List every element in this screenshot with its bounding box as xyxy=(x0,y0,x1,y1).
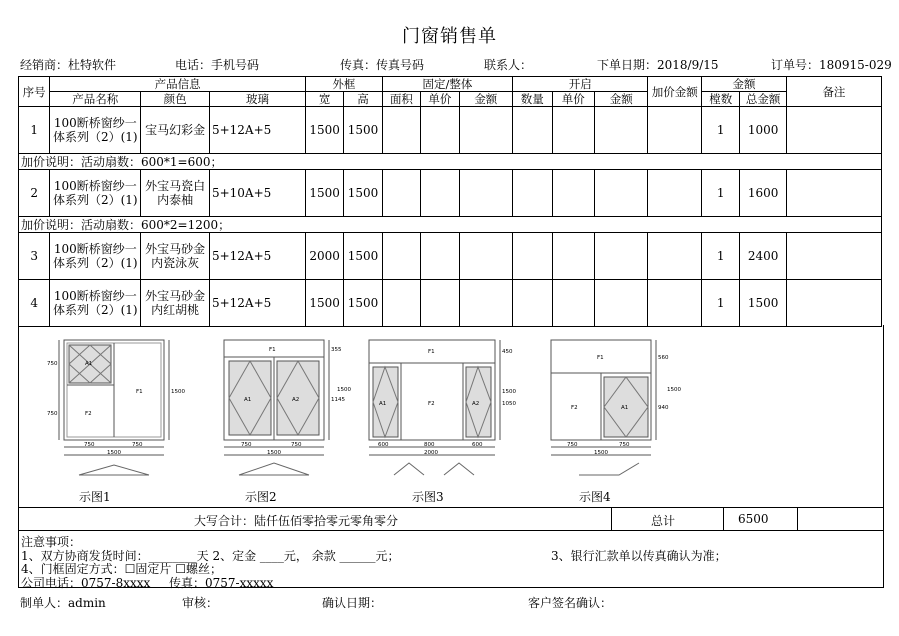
row-product-name: 100断桥窗纱一体系列（2）(1) xyxy=(50,233,141,280)
dim-label: 1050 xyxy=(502,401,516,407)
notes-line-2: 4、门框固定方式：☐固定片 ☐螺丝； xyxy=(21,562,222,576)
row-seq: 3 xyxy=(19,233,50,280)
dim-label: 1500 xyxy=(107,450,121,456)
dim-label: 750 xyxy=(567,442,578,448)
total-label: 总计 xyxy=(651,514,676,528)
dim-label: 1500 xyxy=(667,387,681,393)
row-count: 1 xyxy=(702,280,740,327)
col-open-unit-price: 单价 xyxy=(552,92,594,107)
notes-line-1b: 3、银行汇款单以传真确认为准； xyxy=(551,549,727,563)
col-width: 宽 xyxy=(305,92,343,107)
phone: 电话：手机号码 xyxy=(175,58,260,72)
row-product-name: 100断桥窗纱一体系列（2）(1) xyxy=(50,107,141,154)
reviewer: 审核： xyxy=(182,596,219,610)
row-total: 2400 xyxy=(740,233,786,280)
table-row xyxy=(19,233,882,280)
pane-label: A1 xyxy=(85,361,93,367)
pane-label: F2 xyxy=(428,401,435,407)
row-total: 1600 xyxy=(740,170,786,217)
col-quantity: 数量 xyxy=(513,92,552,107)
row-color: 外宝马砂金内瓷泳灰 xyxy=(141,233,210,280)
dim-label: 750 xyxy=(291,442,302,448)
window-diagrams xyxy=(18,325,884,508)
dim-label: 750 xyxy=(47,411,58,417)
row-count: 1 xyxy=(702,107,740,154)
row-width: 1500 xyxy=(305,170,343,217)
diagram-label: 示图2 xyxy=(245,490,277,504)
notes-section xyxy=(18,529,884,588)
row-glass: 5+12A+5 xyxy=(209,233,305,280)
dealer: 经销商：杜特软件 xyxy=(20,58,117,72)
col-product-info: 产品信息 xyxy=(50,77,306,92)
confirm-date: 确认日期： xyxy=(322,596,383,610)
row-width: 1500 xyxy=(305,107,343,154)
dim-label: 1500 xyxy=(267,450,281,456)
row-count: 1 xyxy=(702,233,740,280)
dim-label: 1500 xyxy=(171,389,185,395)
row-addon-note: 加价说明：活动扇数：600*1=600； xyxy=(19,154,882,170)
dim-label: 940 xyxy=(658,405,669,411)
dim-label: 600 xyxy=(378,442,389,448)
dim-label: 750 xyxy=(84,442,95,448)
row-addon-note: 加价说明：活动扇数：600*2=1200； xyxy=(19,217,882,233)
diagram-label: 示图1 xyxy=(79,490,111,504)
window-diagram-1 xyxy=(39,335,185,495)
row-glass: 5+10A+5 xyxy=(209,170,305,217)
dim-label: 750 xyxy=(241,442,252,448)
col-addon-amount: 加价金额 xyxy=(648,77,702,107)
notes-title: 注意事项： xyxy=(21,535,82,549)
pane-label: F1 xyxy=(428,349,435,355)
row-height: 1500 xyxy=(344,107,382,154)
row-glass: 5+12A+5 xyxy=(209,107,305,154)
pane-label: A1 xyxy=(621,405,629,411)
col-money: 金额 xyxy=(459,92,513,107)
diagram-label: 示图4 xyxy=(579,490,611,504)
pane-label: F2 xyxy=(571,405,578,411)
pane-label: F1 xyxy=(597,355,604,361)
dim-label: 800 xyxy=(424,442,435,448)
row-product-name: 100断桥窗纱一体系列（2）(1) xyxy=(50,170,141,217)
col-open-money: 金额 xyxy=(594,92,648,107)
dim-label: 1500 xyxy=(502,389,516,395)
col-open: 开启 xyxy=(513,77,648,92)
dim-label: 355 xyxy=(331,347,342,353)
dim-label: 2000 xyxy=(424,450,438,456)
pane-label: A2 xyxy=(292,397,300,403)
col-area: 面积 xyxy=(382,92,420,107)
dim-label: 750 xyxy=(619,442,630,448)
order-date: 下单日期：2018/9/15 xyxy=(597,58,719,72)
row-height: 1500 xyxy=(344,280,382,327)
col-product-name: 产品名称 xyxy=(50,92,141,107)
row-width: 2000 xyxy=(305,233,343,280)
window-diagram-2 xyxy=(209,335,349,495)
dim-label: 560 xyxy=(658,355,669,361)
total-value: 6500 xyxy=(738,512,769,526)
amount-in-words: 大写合计：陆仟伍佰零拾零元零角零分 xyxy=(194,514,399,528)
row-glass: 5+12A+5 xyxy=(209,280,305,327)
diagram-label: 示图3 xyxy=(412,490,444,504)
order-number: 订单号：180915-029 xyxy=(771,58,892,72)
row-product-name: 100断桥窗纱一体系列（2）(1) xyxy=(50,280,141,327)
row-total: 1000 xyxy=(740,107,786,154)
contact: 联系人： xyxy=(484,58,533,72)
order-table xyxy=(18,76,882,327)
pane-label: F1 xyxy=(269,347,276,353)
fax: 传真：传真号码 xyxy=(340,58,425,72)
col-total: 总金额 xyxy=(740,92,786,107)
dim-label: 1500 xyxy=(337,387,351,393)
row-color: 宝马幻彩金 xyxy=(141,107,210,154)
row-width: 1500 xyxy=(305,280,343,327)
summary-row xyxy=(18,507,884,531)
pane-label: A2 xyxy=(472,401,480,407)
row-total: 1500 xyxy=(740,280,786,327)
col-fixed: 固定/整体 xyxy=(382,77,512,92)
dim-label: 750 xyxy=(47,361,58,367)
pane-label: A1 xyxy=(379,401,387,407)
row-seq: 1 xyxy=(19,107,50,154)
col-remark: 备注 xyxy=(786,77,881,107)
col-unit-price: 单价 xyxy=(421,92,459,107)
row-color: 外宝马瓷白内泰柚 xyxy=(141,170,210,217)
row-seq: 2 xyxy=(19,170,50,217)
row-seq: 4 xyxy=(19,280,50,327)
col-frame: 外框 xyxy=(305,77,382,92)
dim-label: 1500 xyxy=(594,450,608,456)
notes-line-1: 1、双方协商发货时间：________天 2、定金 ____元， 余款 ______元； xyxy=(21,549,400,563)
col-count: 樘数 xyxy=(702,92,740,107)
customer-sign: 客户签名确认： xyxy=(528,596,613,610)
dim-label: 750 xyxy=(132,442,143,448)
maker: 制单人：admin xyxy=(20,596,106,610)
table-row xyxy=(19,170,882,217)
company-phone: 公司电话：0757-8xxxx xyxy=(21,576,151,590)
col-height: 高 xyxy=(344,92,382,107)
row-color: 外宝马砂金内红胡桃 xyxy=(141,280,210,327)
row-height: 1500 xyxy=(344,233,382,280)
col-glass: 玻璃 xyxy=(209,92,305,107)
row-height: 1500 xyxy=(344,170,382,217)
table-row xyxy=(19,280,882,327)
col-seq: 序号 xyxy=(19,77,50,107)
window-diagram-4 xyxy=(539,335,689,495)
col-amount: 金额 xyxy=(702,77,787,92)
window-diagram-3 xyxy=(364,335,514,495)
table-row xyxy=(19,107,882,154)
col-color: 颜色 xyxy=(141,92,210,107)
pane-label: F1 xyxy=(136,389,143,395)
dim-label: 1145 xyxy=(331,397,345,403)
company-fax: 传真：0757-xxxxx xyxy=(169,576,274,590)
pane-label: A1 xyxy=(244,397,252,403)
pane-label: F2 xyxy=(85,411,92,417)
dim-label: 450 xyxy=(502,349,513,355)
document-title: 门窗销售单 xyxy=(402,26,497,47)
row-count: 1 xyxy=(702,170,740,217)
dim-label: 600 xyxy=(472,442,483,448)
